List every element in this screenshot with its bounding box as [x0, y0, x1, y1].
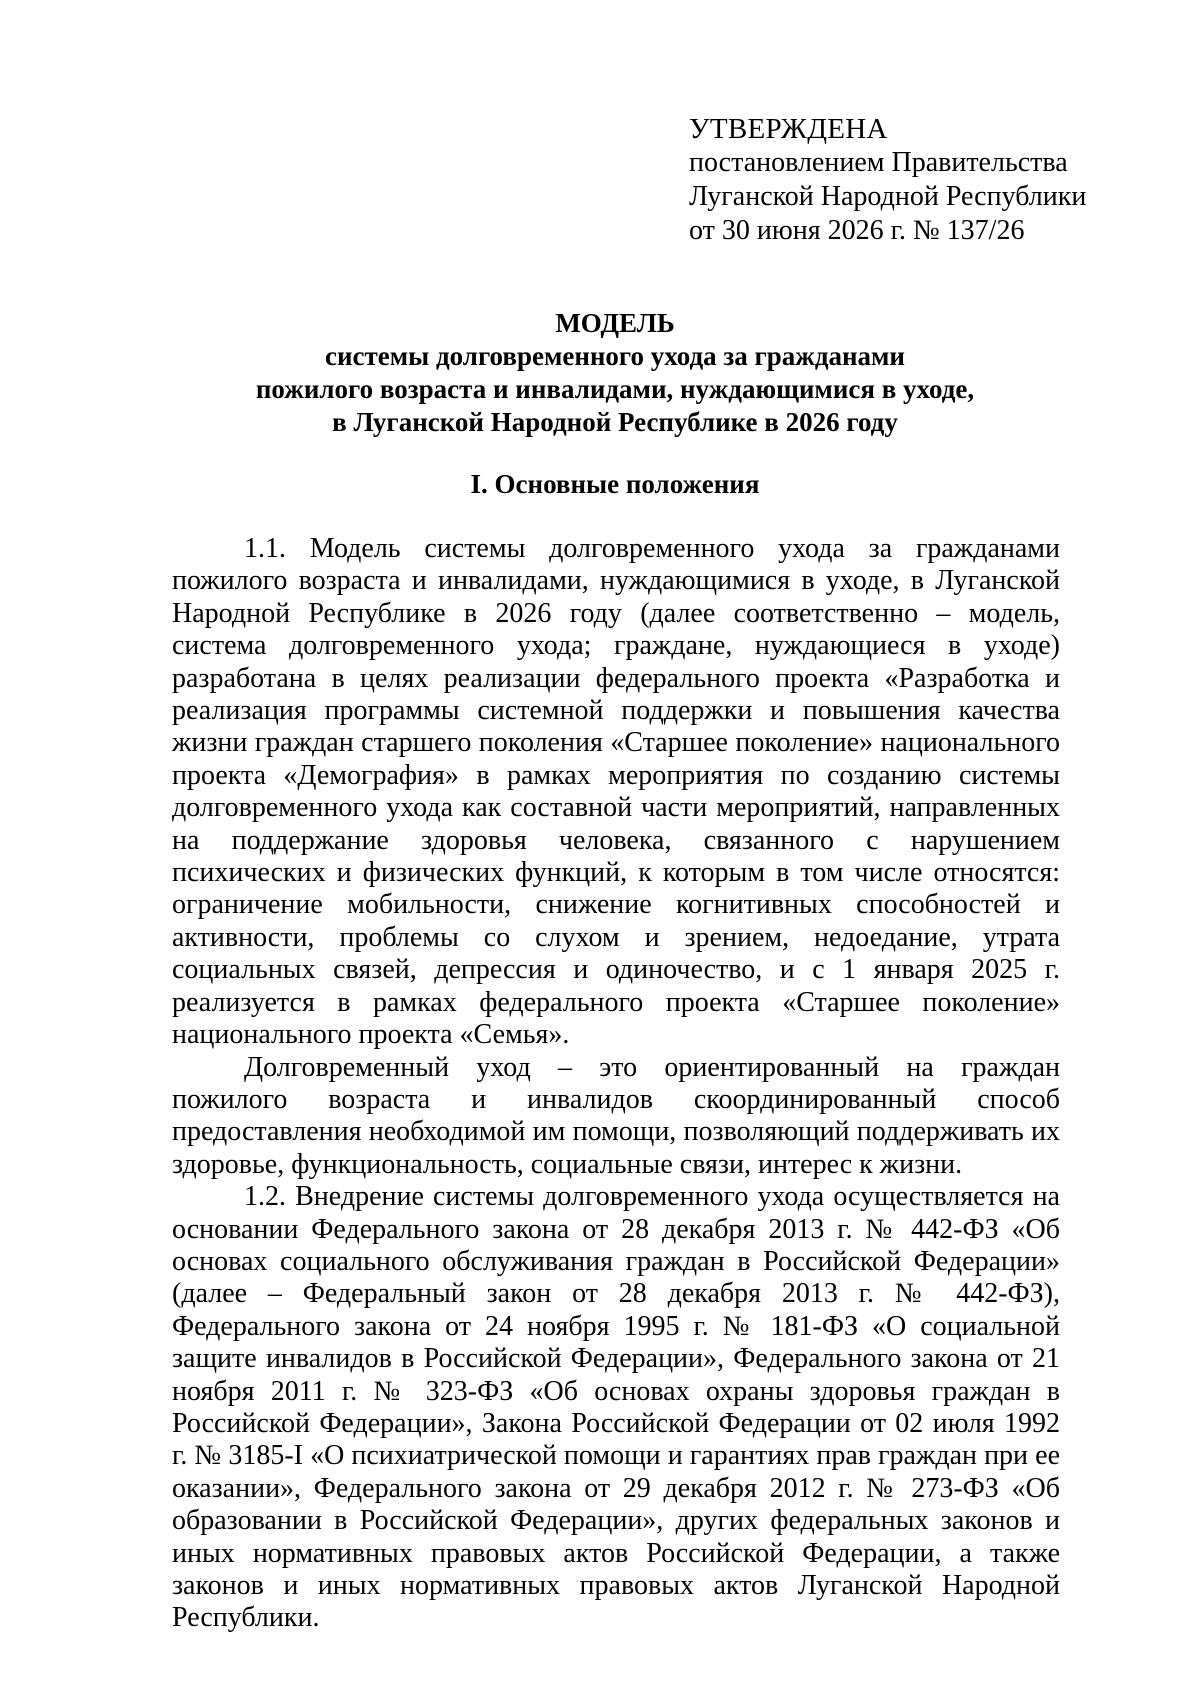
title-line-1: МОДЕЛЬ: [555, 308, 675, 338]
approval-block: [689, 112, 1086, 248]
title-line-2: системы долговременного ухода за гражданами: [325, 341, 905, 371]
approval-stamp: УТВЕРЖДЕНА: [689, 113, 888, 145]
approval-line-1: постановлением Правительства: [689, 147, 1068, 178]
approval-line-2: Луганской Народной Республики: [689, 181, 1087, 212]
section-heading: I. Основные положения: [470, 469, 760, 499]
paragraph-1-2: 1.2. Внедрение системы долговременного ухода осуществляется на основании Федерального закона от 28 декабря 2013 г. № 442-ФЗ «Об основах социального обслуживания граждан в Российской Федерации» (далее – Федеральный закон от 28 декабря 2013 г. № 442-ФЗ), Федерального закона от 24 ноября 1995 г. № 181-ФЗ «О социальной защите инвалидов в Российской Федерации», Федерального закона от 21 ноября 2011 г. № 323-ФЗ «Об основах охраны здоровья граждан в Российской Федерации», Закона Российской Федерации от 02 июля 1992 г. № 3185-I «О психиатрической помощи и гарантиях прав граждан при ее оказании», Федерального закона от 29 декабря 2012 г. № 273-ФЗ «Об образовании в Российской Федерации», других федеральных законов и иных нормативных правовых актов Российской Федерации, а также законов и иных нормативных правовых актов Луганской Народной Республики.: [172, 1181, 1060, 1634]
title-line-4: в Луганской Народной Республике в 2026 году: [332, 407, 898, 437]
paragraph-long-term-care-definition: Долговременный уход – это ориентированный на граждан пожилого возраста и инвалидов скоординированный способ предоставления необходимой им помощи, позволяющий поддерживать их здоровье, функциональность, социальные связи, интерес к жизни.: [172, 1051, 1060, 1180]
title-line-3: пожилого возраста и инвалидами, нуждающимися в уходе,: [255, 374, 975, 404]
body-text: [172, 533, 1060, 1635]
document-title: [170, 307, 1060, 439]
paragraph-1-1: 1.1. Модель системы долговременного ухода за гражданами пожилого возраста и инвалидами, нуждающимися в уходе, в Луганской Народной Республике в 2026 году (далее соответственно – модель, система долговременного ухода; граждане, нуждающиеся в уходе) разработана в целях реализации федерального проекта «Разработка и реализация программы системной поддержки и повышения качества жизни граждан старшего поколения «Старшее поколение» национального проекта «Демография» в рамках мероприятия по созданию системы долговременного ухода как составной части мероприятий, направленных на поддержание здоровья человека, связанного с нарушением психических и физических функций, к которым в том числе относятся: ограничение мобильности, снижение когнитивных способностей и активности, проблемы со слухом и зрением, недоедание, утрата социальных связей, депрессия и одиночество, и с 1 января 2025 г. реализуется в рамках федерального проекта «Старшее поколение» национального проекта «Семья».: [172, 533, 1060, 1051]
approval-line-3: от 30 июня 2026 г. № 137/26: [689, 215, 1025, 246]
